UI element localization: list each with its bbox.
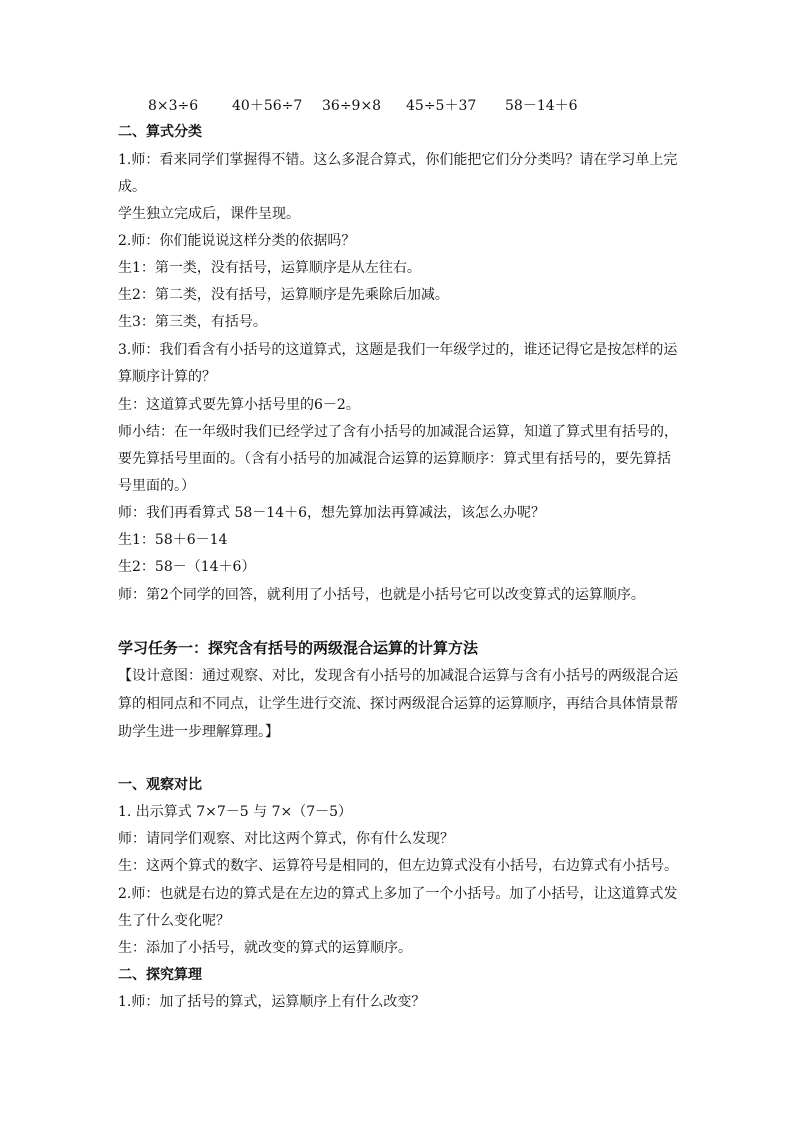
paragraph-line: 1. 出示算式 7×7－5 与 7×（7－5） <box>118 804 353 820</box>
design-intent-line: 【设计意图：通过观察、对比，发现含有小括号的加减混合运算与含有小括号的两级混合运 <box>118 668 678 684</box>
task-title: 学习任务一：探究含有括号的两级混合运算的计算方法 <box>118 639 479 657</box>
paragraph-line: 要先算括号里面的。（含有小括号的加减混合运算的运算顺序：算式里有括号的，要先算括 <box>118 451 671 467</box>
section-heading: 一、观察对比 <box>118 777 202 793</box>
paragraph-line: 生3：第三类，有括号。 <box>118 314 267 330</box>
paragraph-line: 成。 <box>118 179 146 195</box>
paragraph-line: 生1：第一类，没有括号，运算顺序是从左往右。 <box>118 260 421 276</box>
paragraph-line: 生2：第二类，没有括号，运算顺序是先乘除后加减。 <box>118 287 449 303</box>
expression: 45÷5＋37 <box>406 98 477 114</box>
paragraph-line: 生2：58－（14＋6） <box>118 559 256 575</box>
paragraph-line: 生1：58＋6－14 <box>118 532 228 548</box>
paragraph-line: 师：我们再看算式 58－14＋6，想先算加法再算减法，该怎么办呢？ <box>118 505 545 521</box>
expression: 58－14＋6 <box>505 98 578 114</box>
paragraph-line: 学生独立完成后，课件呈现。 <box>118 206 300 222</box>
paragraph-line: 师：第2个同学的回答，就利用了小括号，也就是小括号它可以改变算式的运算顺序。 <box>118 587 645 603</box>
design-intent-line: 算的相同点和不同点，让学生进行交流、探讨两级混合运算的运算顺序，再结合具体情景帮 <box>118 696 678 712</box>
paragraph-line: 生：添加了小括号，就改变的算式的运算顺序。 <box>118 940 412 956</box>
expression: 36÷9×8 <box>322 98 382 114</box>
design-intent-line: 助学生进一步理解算理。】 <box>118 724 279 740</box>
paragraph-line: 师：请同学们观察、对比这两个算式，你有什么发现？ <box>118 831 454 847</box>
paragraph-line: 师小结：在一年级时我们已经学过了含有小括号的加减混合运算，知道了算式里有括号的， <box>118 424 678 440</box>
paragraph-line: 生：这两个算式的数字、运算符号是相同的，但左边算式没有小括号，右边算式有小括号。 <box>118 858 678 874</box>
paragraph-line: 号里面的。） <box>118 478 195 494</box>
paragraph-line: 1.师：看来同学们掌握得不错。这么多混合算式，你们能把它们分分类吗？请在学习单上完 <box>118 152 678 168</box>
paragraph-line: 1.师：加了括号的算式，运算顺序上有什么改变？ <box>118 994 426 1010</box>
expression: 40＋56÷7 <box>232 98 303 114</box>
section-heading: 二、探究算理 <box>118 967 202 983</box>
paragraph-line: 3.师：我们看含有小括号的这道算式，这题是我们一年级学过的，谁还记得它是按怎样的运 <box>118 342 678 358</box>
paragraph-line: 生了什么变化呢？ <box>118 913 230 929</box>
paragraph-line: 2.师：也就是右边的算式是在左边的算式上多加了一个小括号。加了小括号，让这道算式发 <box>118 886 678 902</box>
paragraph-line: 2.师：你们能说说这样分类的依据吗？ <box>118 233 356 249</box>
paragraph-line: 算顺序计算的？ <box>118 369 216 385</box>
section-heading: 二、算式分类 <box>118 124 202 140</box>
expression: 8×3÷6 <box>148 98 199 114</box>
paragraph-line: 生：这道算式要先算小括号里的6－2。 <box>118 397 360 413</box>
